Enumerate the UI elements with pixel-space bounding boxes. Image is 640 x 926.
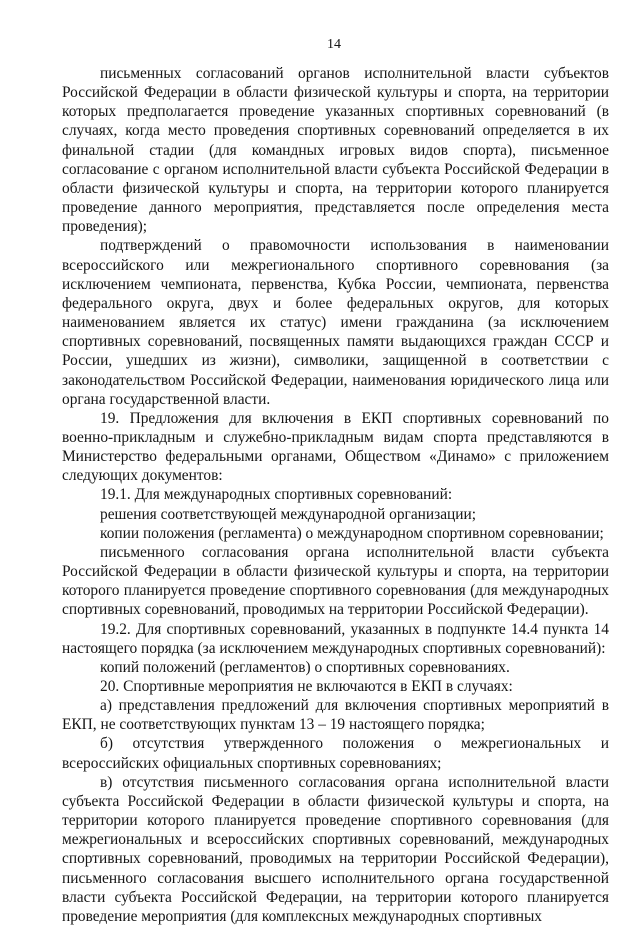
paragraph: б) отсутствия утвержденного положения о межрегиональных и всероссийских официальных спортивных соревнованиях; — [62, 735, 609, 772]
paragraph: подтверждений о правомочности использования в наименовании всероссийского или межрегионального спортивного соревнования (за исключением чемпионата, первенства, Кубка России, чемпионата, первенства федерального округа, двух и более федеральных округов, для которых наименованием является их статус) имени гражданина (за исключением спортивных соревнований, посвященных памяти выдающихся граждан СССР и России, ушедших из жизни), символики, защищенной в соответствии с законодательством Российской Федерации, наименования юридического лица или органа государственной власти. — [62, 237, 609, 408]
paragraph: копии положения (регламента) о международном спортивном соревновании; — [100, 524, 604, 542]
paragraph: 19.2. Для спортивных соревнований, указанных в подпункте 14.4 пункта 14 настоящего порядка (за исключением международных спортивных соревнований): — [62, 620, 609, 657]
paragraph: копий положений (регламентов) о спортивных соревнованиях. — [100, 658, 510, 676]
paragraph: 19. Предложения для включения в ЕКП спортивных соревнований по военно-прикладным и служебно-прикладным видам спорта представляются в Министерство федеральными органами, Обществом «Динамо» с приложением следующих документов: — [62, 409, 609, 485]
page-number: 14 — [327, 37, 341, 52]
paragraph: 20. Спортивные мероприятия не включаются в ЕКП в случаях: — [100, 678, 513, 695]
paragraph: решения соответствующей международной организации; — [100, 505, 477, 523]
paragraph: письменного согласования органа исполнительной власти субъекта Российской Федерации в области физической культуры и спорта, на территории которого планируется проведение спортивного соревнования (для международных спортивных соревнований, проводимых на территории Российской Федерации). — [62, 543, 609, 619]
document-body — [62, 64, 609, 926]
paragraph: письменных согласований органов исполнительной власти субъектов Российской Федерации в области физической культуры и спорта, на территории которых предполагается проведение указанных спортивных соревнований (в случаях, когда место проведения спортивных соревнований определяется в их финальной стадии (для командных игровых видов спорта), письменное согласование с органом исполнительной власти субъекта Российской Федерации в области физической культуры и спорта, на территории которого планируется проведение данного мероприятия, представляется после определения места проведения); — [62, 65, 609, 236]
paragraph: 19.1. Для международных спортивных соревнований: — [100, 486, 453, 504]
paragraph: а) представления предложений для включения спортивных мероприятий в ЕКП, не соответствующих пунктам 13 – 19 настоящего порядка; — [62, 697, 609, 734]
paragraph: в) отсутствия письменного согласования органа исполнительной власти субъекта Российской Федерации в области физической культуры и спорта, на территории которого планируется проведение спортивного соревнования (для межрегиональных и всероссийских спортивных соревнований, международных спортивных соревнований, проводимых на территории Российской Федерации), письменного согласования высшего исполнительного органа государственной власти субъекта Российской Федерации, на территории которого планируется проведение мероприятия (для комплексных международных спортивных — [62, 773, 609, 925]
